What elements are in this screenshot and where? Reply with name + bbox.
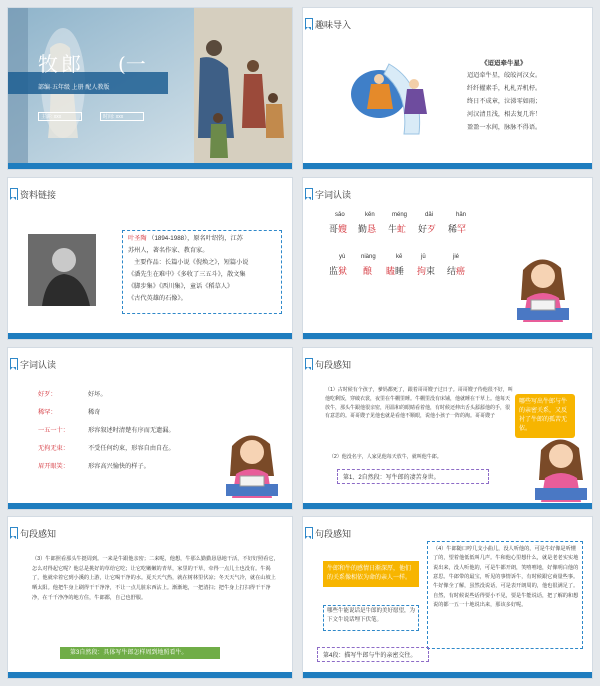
slide-7-paragraphs[interactable]	[7, 516, 293, 679]
author-line: 主要作品：长篇小说《倪焕之》，短篇小说	[134, 259, 249, 266]
slide-heading: 字词认读	[20, 360, 57, 370]
vocab-word: 瞌睡	[386, 266, 405, 276]
paragraph-text: （3）牛郎照看那头牛挺周到。一来是牛跟他亲密；二来呢，他想，牛那么勤勤恳恳地干活，不好好照看它，怎么对得起它呢？他总是挑好的草给它吃；让它吃嫩嫩的青草，家里的干草，牵得一点儿土也没有。牛渴了，他就牵着它到小溪的上游，让它喝干净的水。夏天天气热，就在树林里伏凉；冬天天气冷，就在山坡上晒太阳。他把牛身上刷得干干净净，不让一点儿脏东西沾上。渐渐地，一把清扫；把牛身上打扫得干干净净，在千千净净的地方住，牛郎都，自己也舒服。	[32, 556, 279, 601]
author-photo	[28, 234, 96, 306]
definition: 不受任何约束，形容自由自在。	[88, 445, 175, 452]
vocab-word: 稀罕	[448, 224, 467, 234]
vocab-word: 勤恳	[358, 224, 377, 234]
pinyin: yù	[339, 254, 346, 260]
author-line: 《脚步集》《西川集》，童话《稻草人》	[128, 283, 234, 290]
slide-heading: 字词认读	[315, 190, 352, 200]
cover-subtitle: 部编·五年级 上册 配人教版	[38, 85, 110, 91]
slide-8-paragraphs[interactable]	[302, 516, 593, 679]
author-line	[128, 234, 283, 244]
author-name: 叶圣陶	[128, 235, 147, 242]
slide-footer-bar	[303, 672, 592, 678]
slide-footer-bar	[303, 503, 592, 509]
slide-2-intro[interactable]	[302, 7, 593, 170]
pinyin: dǎi	[425, 212, 434, 218]
author-line: 《潘先生在难中》《多收了三五斗》，散文集	[128, 271, 246, 278]
pinyin: méng	[392, 212, 408, 218]
pinyin: hǎn	[456, 212, 467, 218]
slide-footer-bar	[8, 333, 292, 339]
pinyin: jū	[421, 254, 426, 260]
slide-3-author[interactable]	[7, 177, 293, 340]
cowherd-weaver-illustration	[349, 54, 439, 136]
note-callout: 哪些写出牛郎与牛的亲密关系，又反衬了牛郎的孤苦无依。	[515, 394, 575, 438]
slide-heading: 趣味导入	[315, 20, 352, 30]
slide-heading: 资料链接	[20, 190, 57, 200]
term: 稀罕：	[38, 409, 57, 416]
slide-heading: 句段感知	[315, 360, 352, 370]
poem-title: 《迢迢牵牛星》	[481, 60, 527, 67]
pinyin: kē	[396, 254, 403, 260]
definition: 形容叙述时清楚有序而无遗漏。	[88, 427, 175, 434]
slide-footer-bar	[8, 503, 292, 509]
poem-line: 迢迢牵牛星，皎皎河汉女。	[467, 72, 542, 79]
author-line: 苏州人，著名作家、教育家。	[128, 247, 209, 254]
term: 无拘无束：	[38, 445, 69, 452]
question-text: 哪些牛能说话是牛郎的美好愿望，为下文牛说话埋下伏笔。	[327, 608, 416, 624]
slide-6-paragraphs[interactable]	[302, 347, 593, 510]
vocab-word: 酿	[363, 266, 373, 276]
pinyin: sǎo	[335, 212, 345, 218]
summary-box: 第1、2自然段：写牛郎的凄苦身世。	[337, 469, 489, 484]
slide-footer-bar	[303, 333, 592, 339]
vocab-word: 结癌	[447, 266, 466, 276]
presenter-field-text: 主讲: xxx	[41, 114, 62, 120]
reading-girl-illustration	[511, 250, 575, 332]
poem-line: 终日不成章，泣涕零如雨；	[467, 98, 542, 105]
author-line: 《古代英雄的石像》。	[128, 295, 187, 302]
slide-footer-bar	[303, 163, 592, 169]
date-field-text: 时间: xxx	[103, 114, 124, 120]
slide-heading: 句段感知	[20, 529, 57, 539]
date-field[interactable]	[100, 112, 144, 121]
vocab-word: 监狱	[329, 266, 348, 276]
summary-box: 第4段：描写牛郎与牛的亲密交往。	[317, 647, 429, 662]
vocab-word: 哥嫂	[329, 224, 348, 234]
reading-girl-illustration	[220, 426, 284, 508]
vocab-word: 好歹	[418, 224, 437, 234]
slide-1-cover[interactable]	[7, 7, 293, 170]
presenter-field[interactable]	[38, 112, 82, 121]
slide-heading: 句段感知	[315, 529, 352, 539]
note-callout: 牛郎和牛的感情日渐深厚，他们的关系像相依为命的亲人一样。	[323, 561, 419, 587]
slide-4-vocab[interactable]	[302, 177, 593, 340]
term: 眉开眼笑：	[38, 463, 69, 470]
vocab-word: 牛虻	[388, 224, 407, 234]
slide-footer-bar	[8, 163, 292, 169]
pinyin: niàng	[361, 254, 376, 260]
definition: 好坏。	[88, 391, 107, 398]
paragraph-text: （1）古时候有个孩子，爹妈都死了，跟着哥哥嫂子过日子。哥哥嫂子待他很不好，叫他吃剩饭，穿破衣裳，夜里在牛棚里睡。牛棚里没有床铺，他就睡在干草上。他每天放牛，那头牛跟他很亲密，用温和的眼睛看着他，有时候还伸出舌头舔舔他的手，很有意思的。哥哥嫂子见他也就是看他不顺眼，说他小孩子一阵的淘。哥哥嫂子	[325, 387, 513, 420]
slide-footer-bar	[8, 672, 292, 678]
cover-title: 牧郎	[38, 52, 84, 76]
poem-line: 河汉清且浅，相去复几许！	[467, 111, 542, 118]
reading-girl-illustration	[529, 430, 589, 506]
slide-5-definitions[interactable]	[7, 347, 293, 510]
vocab-word: 拘束	[417, 266, 436, 276]
poem-line: 纤纤擢素手，札札弄机杼。	[467, 85, 542, 92]
paragraph-text: （2）他没名字，人家见他每天放牛，就叫他牛郎。	[329, 454, 442, 460]
pinyin: kěn	[365, 212, 375, 218]
definition: 稀奇	[88, 409, 101, 416]
pinyin: jié	[453, 254, 460, 260]
term: 一五一十：	[38, 427, 69, 434]
author-dates: （1894-1988），原名叶绍钧，江苏	[148, 235, 243, 242]
definition: 形容高兴愉快的样子。	[88, 463, 150, 470]
poem-line: 盈盈一水间，脉脉不得语。	[467, 124, 542, 131]
term: 好歹：	[38, 391, 57, 398]
cover-title-paren: (一	[118, 52, 146, 76]
paragraph-text: （4）牛郎随口哼几支小曲儿，没人听他的，可是牛好像是听懂了的，望着他低低叫几声。牛和他心里想什么，就是老老实实地说出来，没人听他的，可是牛都开朗，笑嘻嘻地，好像明白他的意思。牛郎带的最宝，听见的事情诉牛，有时候跟它商量些事。牛好像全了解，虽然没说话，可是表开朗周的，他也很满足了。自然，有时候说些话得要小不见，要是牛能说话，把了解的和想说的都一五一十地说出来，那该多好呢。	[433, 546, 579, 609]
summary-bar: 第3自然段：具体写牛郎怎样周到地照看牛。	[60, 647, 220, 659]
